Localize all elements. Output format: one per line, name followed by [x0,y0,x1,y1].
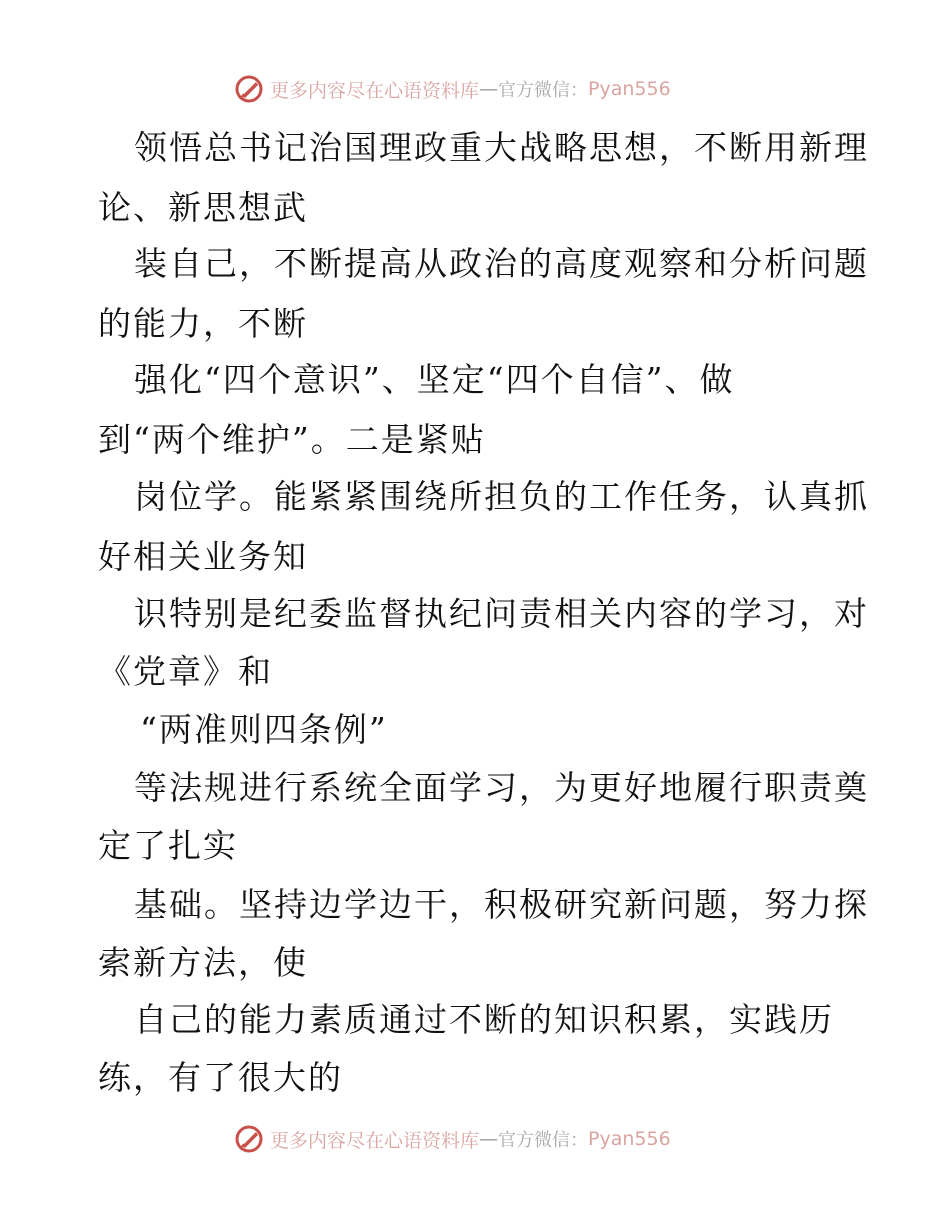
header-watermark [234,72,754,106]
text-line: 基础。坚持边学边干，积极研究新问题，努力探 [134,885,869,924]
text-line: 好相关业务知 [98,537,308,576]
watermark-brand-text: 更多内容尽在心语资料库 [270,79,480,102]
watermark-contact-label: 官方微信： [498,80,589,101]
watermark-dash: — [479,78,499,100]
watermark-handle: Pyan556 [588,78,671,100]
watermark-handle: Pyan556 [588,1128,671,1150]
text-line: 装自己，不断提高从政治的高度观察和分析问题 [134,244,869,283]
footer-watermark [234,1122,754,1156]
text-line: 强化“四个意识”、坚定“四个自信”、做 [134,360,735,399]
text-line: 到“两个维护”。二是紧贴 [98,420,486,459]
text-line: 岗位学。能紧紧围绕所担负的工作任务，认真抓 [134,477,869,516]
quill-logo-icon [234,1124,264,1154]
text-line: “两准则四条例” [140,710,388,749]
text-line: 的能力，不断 [98,304,308,343]
watermark-contact-label: 官方微信： [498,1130,589,1151]
text-line: 识特别是纪委监督执纪问责相关内容的学习，对 [134,594,869,633]
quill-logo-icon [234,74,264,104]
watermark-dash: — [479,1128,499,1150]
text-line: 练，有了很大的 [98,1058,343,1097]
text-line: 《党章》和 [98,652,273,691]
watermark-brand-text: 更多内容尽在心语资料库 [270,1129,480,1152]
text-line: 领悟总书记治国理政重大战略思想，不断用新理 [134,128,869,167]
text-line: 论、新思想武 [98,188,308,227]
text-line: 等法规进行系统全面学习，为更好地履行职责奠 [134,768,869,807]
text-line: 索新方法，使 [98,943,308,982]
text-line: 自己的能力素质通过不断的知识积累，实践历 [134,1000,834,1039]
text-line: 定了扎实 [98,826,238,865]
